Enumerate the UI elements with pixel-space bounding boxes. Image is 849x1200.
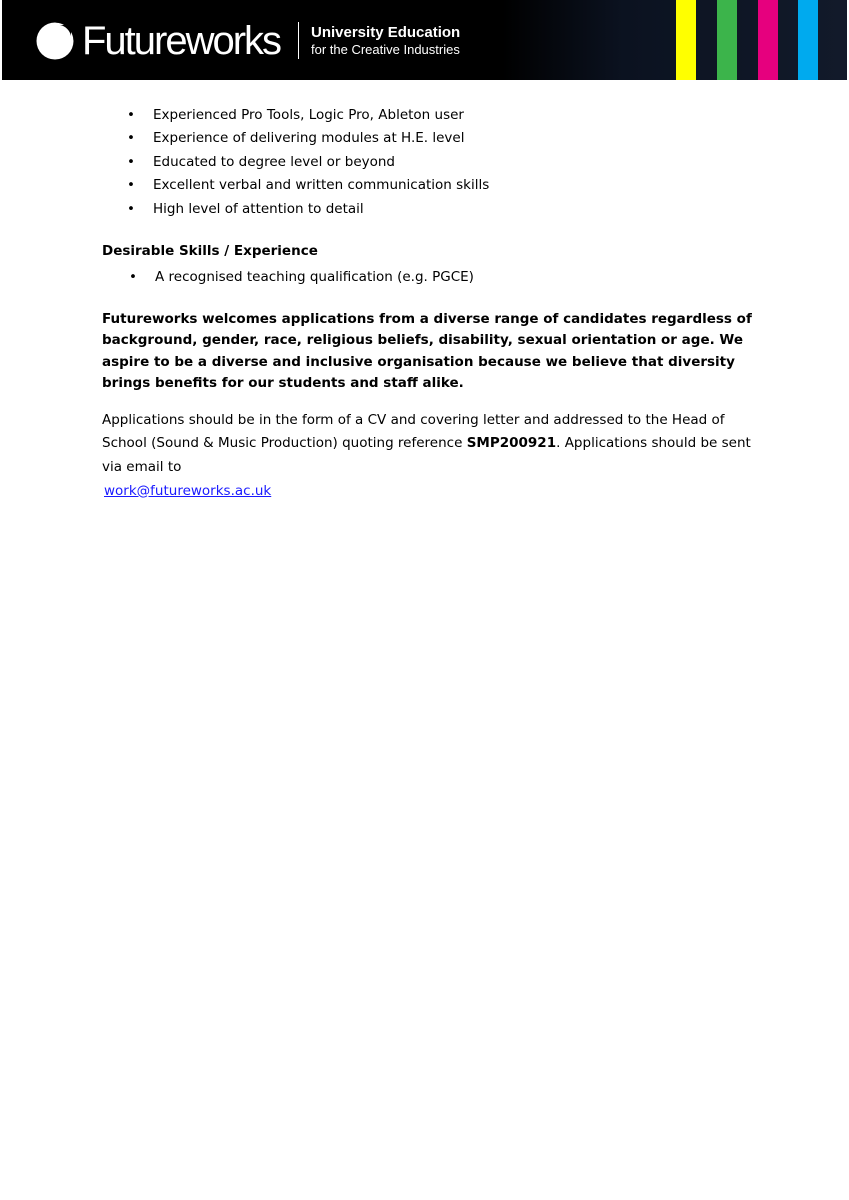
list-item: • High level of attention to detail bbox=[102, 198, 762, 221]
stripe-green bbox=[717, 0, 737, 80]
list-item: • Experience of delivering modules at H.E. level bbox=[102, 127, 762, 150]
logo-wordmark: Futureworks bbox=[82, 19, 281, 63]
applications-text-continued: . Applications should be sent via email to bbox=[102, 435, 751, 476]
bullet-icon: • bbox=[127, 177, 135, 194]
list-item: • Educated to degree level or beyond bbox=[102, 151, 762, 174]
tagline-secondary: for the Creative Industries bbox=[311, 42, 460, 57]
bullet-icon: • bbox=[127, 107, 135, 123]
bullet-icon: • bbox=[127, 153, 135, 170]
desirable-list bbox=[102, 266, 762, 289]
header-gradient bbox=[502, 0, 847, 80]
stripe-yellow bbox=[676, 0, 696, 80]
list-item: • A recognised teaching qualification (e.g. PGCE) bbox=[102, 266, 762, 289]
applications-paragraph bbox=[102, 409, 762, 503]
bullet-icon: • bbox=[127, 130, 135, 147]
bullet-icon: • bbox=[127, 200, 135, 217]
tagline-primary: University Education bbox=[311, 24, 461, 41]
header-divider bbox=[298, 22, 299, 59]
requirements-list bbox=[102, 104, 762, 221]
bullet-icon: • bbox=[129, 269, 137, 286]
applications-text: Applications should be in the form of a CV and covering letter and addressed to the Head of School (Sound & Music Production) quoting reference bbox=[102, 411, 725, 452]
diversity-statement: Futureworks welcomes applications from a diverse range of candidates regardless of background, gender, race, religious beliefs, disability, sexual orientation or age. We aspire to be a diverse and inclusive organisation because we believe that diversity brings benefits for our students and staff alike. bbox=[102, 310, 752, 392]
email-link[interactable]: work@futureworks.ac.uk bbox=[104, 482, 272, 499]
stripe-magenta bbox=[758, 0, 778, 80]
header-banner bbox=[2, 0, 847, 80]
desirable-heading: Desirable Skills / Experience bbox=[102, 243, 318, 260]
reference-code: SMP200921 bbox=[466, 435, 557, 452]
document-body bbox=[102, 104, 762, 503]
list-item: • Excellent verbal and written communication skills bbox=[102, 174, 762, 197]
futureworks-logo-icon bbox=[36, 22, 74, 60]
list-item: • Experienced Pro Tools, Logic Pro, Ableton user bbox=[102, 104, 762, 127]
stripe-cyan bbox=[798, 0, 818, 80]
